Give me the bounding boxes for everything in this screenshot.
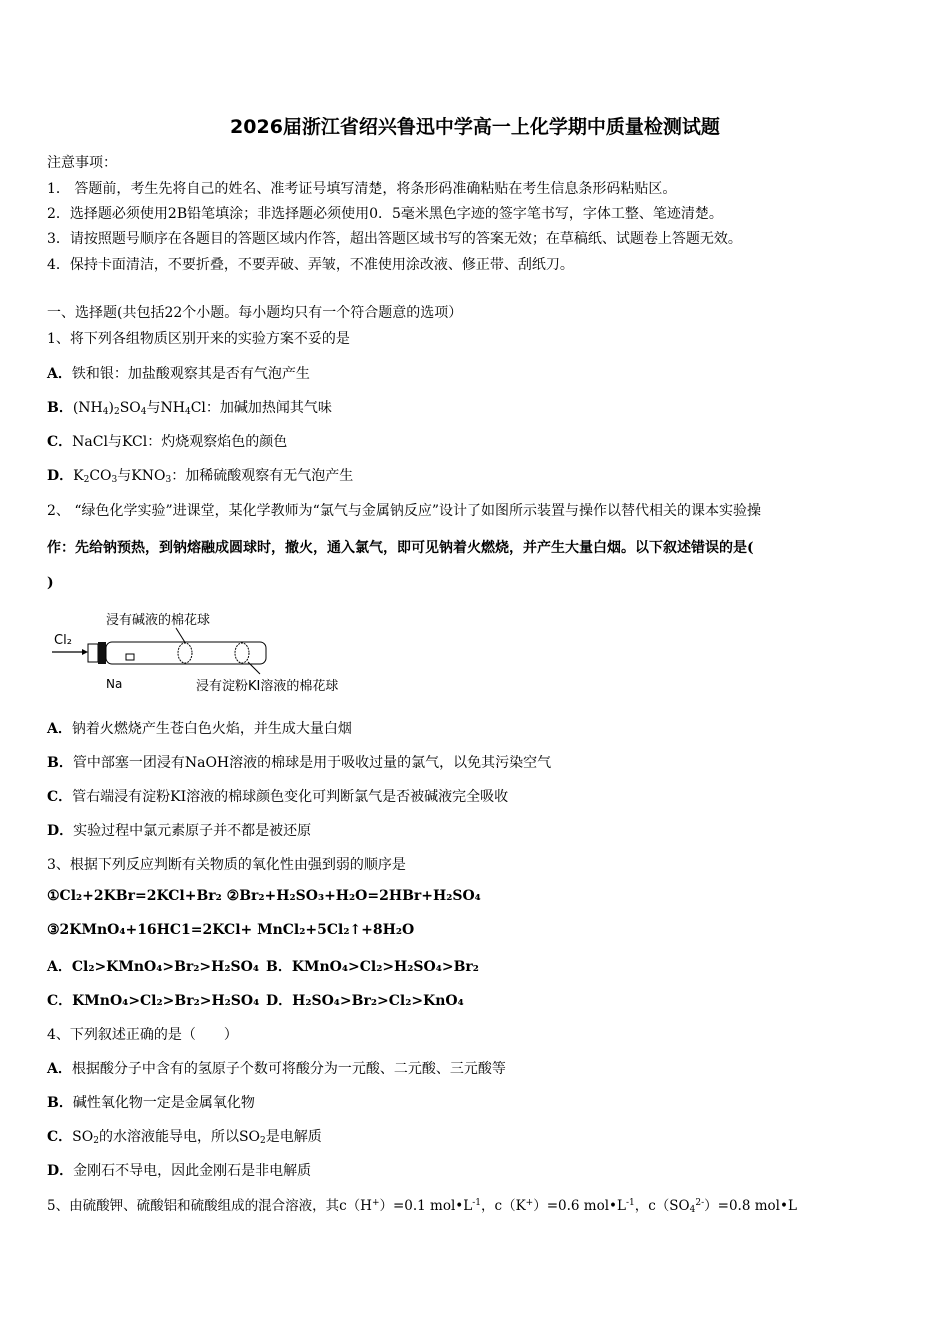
q4-option-a: A．根据酸分子中含有的氢原子个数可将酸分为一元酸、二元酸、三元酸等	[47, 1061, 506, 1077]
q1-option-a: A．铁和银：加盐酸观察其是否有气泡产生	[47, 366, 310, 382]
q2-option-d: D．实验过程中氯元素原子并不都是被还原	[47, 823, 312, 839]
figure-label-cl2: Cl₂	[54, 633, 72, 648]
q3-equation-3: ③2KMnO₄+16HC1=2KCl+ MnCl₂+5Cl₂↑+8H₂O	[47, 922, 415, 938]
q4-option-d: D．金刚石不导电，因此金刚石是非电解质	[47, 1163, 312, 1179]
q3-stem: 3、根据下列反应判断有关物质的氧化性由强到弱的顺序是	[47, 857, 406, 873]
figure-label-ki-cotton: 浸有淀粉KI溶液的棉花球	[196, 679, 339, 694]
page-title: 2026届浙江省绍兴鲁迅中学高一上化学期中质量检测试题	[230, 116, 720, 138]
q1-option-d: D．$K_2CO_3$与$KNO_3$：加稀硫酸观察有无气泡产生	[47, 468, 354, 485]
notice-item-4: 4．保持卡面清洁，不要折叠，不要弄破、弄皱，不准使用涂改液、修正带、刮纸刀。	[47, 257, 574, 273]
tube-stopper	[88, 644, 98, 662]
q2-stem-line-1: 2、 “绿色化学实验”进课堂，某化学教师为“氯气与金属钠反应”设计了如图所示装置与操作以替代相关的课本实验操	[47, 503, 761, 519]
q2-option-c: C．管右端浸有淀粉KI溶液的棉球颜色变化可判断氯气是否被碱液完全吸收	[47, 789, 509, 805]
figure-label-alkali-cotton: 浸有碱液的棉花球	[106, 613, 211, 628]
notice-item-1: 1． 答题前，考生先将自己的姓名、准考证号填写清楚，将条形码准确粘贴在考生信息条形码粘贴区。	[47, 181, 677, 197]
notice-heading: 注意事项：	[47, 155, 117, 171]
glass-tube	[106, 642, 266, 664]
q3-option-d: D．H₂SO₄>Br₂>Cl₂>KnO₄	[266, 993, 464, 1009]
q3-option-c: C．KMnO₄>Cl₂>Br₂>H₂SO₄	[47, 993, 260, 1009]
apparatus-figure	[48, 608, 388, 696]
arrow-head-icon	[82, 649, 88, 655]
section-heading: 一、选择题(共包括22个小题。每小题均只有一个符合题意的选项）	[47, 305, 463, 321]
q2-option-b: B．管中部塞一团浸有NaOH溶液的棉球是用于吸收过量的氯气，以免其污染空气	[47, 755, 552, 771]
q5-stem: 5、由硫酸钾、硫酸铝和硫酸组成的混合溶液，其c（H+）=0.1 $mol•L^{-1}$，c（K+）=0.6 $mol•L^{-1}$，$c(SO_4^{2-})=0.8$ mol•L	[47, 1198, 797, 1215]
q2-option-a: A．钠着火燃烧产生苍白色火焰，并生成大量白烟	[47, 721, 352, 737]
q2-stem-line-2: 作：先给钠预热，到钠熔融成圆球时，撤火，通入氯气，即可见钠着火燃烧，并产生大量白烟。以下叙述错误的是(	[47, 540, 754, 556]
q4-stem: 4、下列叙述正确的是（ ）	[47, 1027, 238, 1043]
q2-stem-line-3: )	[47, 575, 54, 591]
q1-option-b: B．$(NH_4)_2SO_4$与$NH_4Cl$：加碱加热闻其气味	[47, 400, 332, 417]
q3-option-a: A．Cl₂>KMnO₄>Br₂>H₂SO₄	[47, 959, 259, 975]
q3-option-b: B．KMnO₄>Cl₂>H₂SO₄>Br₂	[266, 959, 479, 975]
q4-option-c: C．$SO_2$的水溶液能导电，所以$SO_2$是电解质	[47, 1129, 322, 1146]
figure-label-na: Na	[106, 677, 123, 691]
q1-stem: 1、将下列各组物质区别开来的实验方案不妥的是	[47, 331, 350, 347]
notice-item-2: 2．选择题必须使用2B铅笔填涂；非选择题必须使用0．5毫米黑色字迹的签字笔书写，字体工整、笔迹清楚。	[47, 206, 723, 222]
q1-option-c: C．NaCl与KCl：灼烧观察焰色的颜色	[47, 434, 288, 450]
stopper-black	[98, 642, 106, 664]
notice-item-3: 3．请按照题号顺序在各题目的答题区域内作答，超出答题区域书写的答案无效；在草稿纸、试题卷上答题无效。	[47, 231, 742, 247]
q4-option-b: B．碱性氧化物一定是金属氧化物	[47, 1095, 255, 1111]
q3-equation-1-2: ①Cl₂+2KBr=2KCl+Br₂ ②Br₂+H₂SO₃+H₂O=2HBr+H₂SO₄	[47, 888, 481, 904]
sodium-piece	[126, 654, 134, 660]
